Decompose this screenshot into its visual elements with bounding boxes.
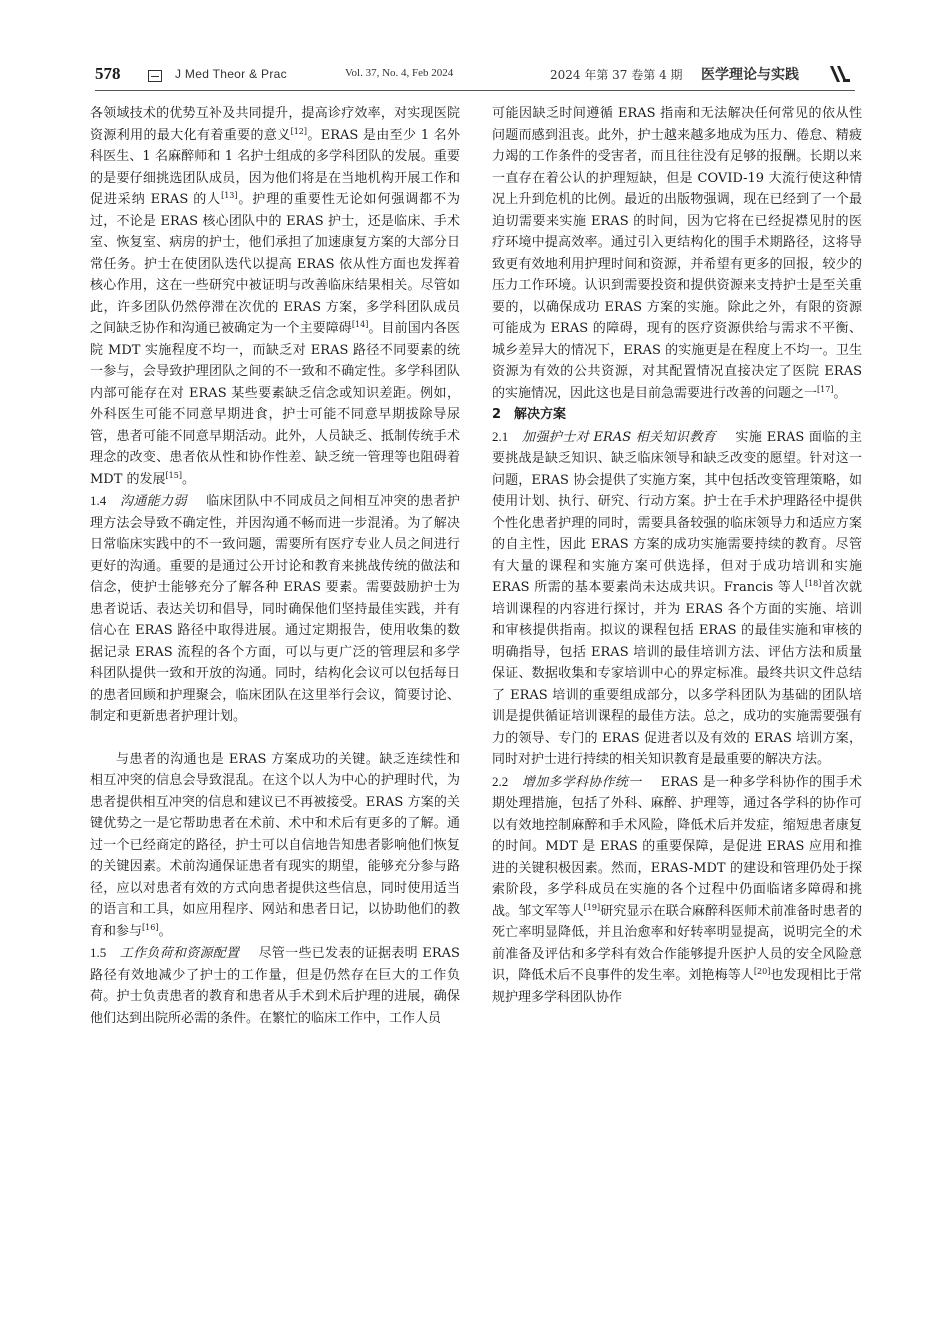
journal-logo-icon: [828, 64, 852, 84]
paragraph: 可能因缺乏时间遵循 ERAS 指南和无法解决任何常见的依从性问题而感到沮丧。此外，护士越来越多地成为压力、倦怠、精疲力竭的工作条件的受害者，而且往往没有足够的报酬。长期以来一直存在着公认的护理短缺，但是 COVID-19 大流行使这种情况上升到危机的比例。最近的出版物强调，现在已经到了一个最迫切需要来实施 ERAS 的时间，因为它将在已经捉襟见肘的医疗环境中提高效率。通过引入更结构化的围手术期路径，这将导致更有效地利用护理时间和资源，并希望有更多的回报，较少的压力工作环境。认识到需要投资和提供资源来支持护士是至关重要的，以确保成功 ERAS 方案的实施。除此之外，有限的资源可能成为 ERAS 的障碍，现有的医疗资源供给与需求不平衡、城乡差异大的情况下，ERAS 的实施更是在程度上不均一。卫生资源为有效的公共资源，对其配置情况直接决定了医院 ERAS 的实施情况，因此这也是目前急需要进行改善的问题之一[17]。: [492, 106, 862, 401]
section-2-1: 2.1 加强护士对 ERAS 相关知识教育 实施 ERAS 面临的主要挑战是缺乏知识、缺乏临床领导和缺乏改变的愿望。针对这一问题，ERAS 协会提供了实施方案，其中包括改变管理策略，如使用计划、执行、研究、行动方案。护士在手术护理路径中提供个性化患者护理的同时，需要具备较强的临床领导力和适应方案的自主性，因此 ERAS 方案的成功实施需要持续的教育。尽管有大量的课程和实施方案可供选择，但对于成功培训和实施 ERAS 所需的基本要素尚未达成共识。Francis 等人[18]首次就培训课程的内容进行探讨，并为 ERAS 各个方面的实施、培训和审核提供指南。拟议的课程包括 ERAS 的最佳实施和审核的明确指导，包括 ERAS 培训的最佳培训方法、评估方法和质量保证、数据收集和专家培训中心的界定标准。最终共识文件总结了 ERAS 培训的重要组成部分，以多学科团队为基础的团队培训是提供循证培训课程的最佳方法。总之，成功的实施需要强有力的领导、专门的 ERAS 促进者以及有效的 ERAS 培训方案，同时对护士进行持续的相关知识教育是最重要的解决方法。: [492, 428, 862, 767]
section-number: 2.1: [492, 428, 509, 444]
section-title: 加强护士对 ERAS 相关知识教育: [522, 429, 716, 445]
citation: [13]: [221, 191, 238, 200]
section-2-heading: 2 解决方案: [492, 407, 567, 422]
journal-volume-cn: 2024 年第 37 卷第 4 期: [550, 68, 683, 82]
journal-name-en: J Med Theor & Prac: [175, 67, 287, 81]
citation: [20]: [753, 967, 771, 976]
citation: [15]: [165, 470, 182, 480]
section-1-4: 1.4 沟通能力弱 临床团队中不同成员之间相互冲突的患者护理方法会导致不确定性，并因沟通不畅而进一步混淆。为了解决日常临床实践中的不一致问题，需要所有医疗专业人员之间进行更好的沟通。重要的是通过公开讨论和教育来挑战传统的做法和信念，使护士能够充分了解各种 ERAS 要素。需要鼓励护士为患者说话、表达关切和倡导，同时确保他们坚持最佳实践，并有信心在 ERAS 路径中取得进展。通过定期报告，使用收集的数据记录 ERAS 流程的各个方面，可以与更广泛的管理层和多学科团队提供一致和开放的沟通。同时，结构化会议可以包括每日的患者回顾和护理聚会，临床团队在这里举行会议，简要讨论、制定和更新患者护理计划。: [90, 493, 460, 724]
section-number: 2.2: [492, 773, 509, 789]
journal-box-icon: [148, 70, 162, 82]
right-column: [492, 103, 862, 1008]
journal-name-cn: 医学理论与实践: [701, 67, 799, 83]
section-title: 工作负荷和资源配置: [119, 946, 240, 961]
journal-volume: Vol. 37, No. 4, Feb 2024: [345, 67, 454, 79]
citation: [16]: [142, 922, 159, 932]
section-number: 1.4: [90, 493, 107, 508]
left-column: [90, 103, 460, 1029]
running-header: [95, 62, 855, 91]
citation: [17]: [817, 384, 834, 394]
paragraph: 各领域技术的优势互补及共同提升，提高诊疗效率，对实现医院资源利用的最大化有着重要的意义[12]。ERAS 是由至少 1 名外科医生、1 名麻醉师和 1 名护士组成的多学科团队的发展。重要的是要仔细挑选团队成员，因为他们将是在当地机构开展工作和促进采纳 ERAS 的人[13]。护理的重要性无论如何强调都不为过，不论是 ERAS 核心团队中的 ERAS 护士，还是临床、手术室、恢复室、病房的护士，他们承担了加速康复方案的大部分日常任务。护士在使团队迭代以提高 ERAS 依从性方面也发挥着核心作用，这在一些研究中被证明与改善临床结果相关。尽管如此，许多团队仍然停滞在次优的 ERAS 方案，多学科团队成员之间缺乏协作和沟通已被确定为一个主要障碍[14]。目前国内各医院 MDT 实施程度不均一，而缺乏对 ERAS 路径不同要素的统一参与，会导致护理团队之间的不一致和不确定性。多学科团队内部可能存在对 ERAS 某些要素缺乏信念或知识差距。例如，外科医生可能不同意早期进食，护士可能不同意早期拔除导尿管，患者可能不同意早期活动。此外，人员缺乏、抵制传统手术理念的改变、患者依从性和协作性差、缺乏统一管理等也阻碍着 MDT 的发展[15]。: [90, 106, 460, 487]
paragraph: 与患者的沟通也是 ERAS 方案成功的关键。缺乏连续性和相互冲突的信息会导致混乱。在这个以人为中心的护理时代，为患者提供相互冲突的信息和建议已不再被接受。ERAS 方案的关键优势之一是它帮助患者在术前、术中和术后有更多的了解。通过一个已经商定的路径，护士可以自信地告知患者影响他们恢复的关键因素。术前沟通保证患者有现实的期望，能够充分参与路径，应以对患者有效的方式向患者提供这些信息，同时使用适当的语言和工具，如应用程序、网站和患者日记，以协助他们的教育和参与[16]。: [90, 751, 460, 939]
section-title: 增加多学科协作统一: [521, 774, 642, 790]
citation: [14]: [351, 320, 369, 329]
citation: [19]: [583, 902, 601, 912]
section-number: 1.5: [90, 945, 107, 960]
page-number: 578: [95, 64, 121, 83]
section-title: 沟通能力弱: [120, 494, 187, 509]
section-2-2: 2.2 增加多学科协作统一 ERAS 是一种多学科协作的围手术期处理措施，包括了外科、麻醉、护理等，通过各学科的协作可以有效地控制麻醉和手术风险，降低术后并发症，缩短患者康复的时间。MDT 是 ERAS 的重要保障，是促进 ERAS 应用和推进的关键积极因素。然而，ERAS-MDT 的建设和管理仍处于探索阶段，多学科成员在实施的各个过程中仍面临诸多障碍和挑战。邹文军等人[19]研究显示在联合麻醉科医师术前准备时患者的死亡率明显降低，并且治愈率和好转率明显提高，说明完全的术前准备及评估和多学科有效合作能够提升医护人员的安全风险意识，降低术后不良事件的发生率。刘艳梅等人[20]也发现相比于常规护理多学科团队协作: [492, 773, 862, 1005]
citation: [18]: [804, 579, 822, 588]
section-1-5: 1.5 工作负荷和资源配置 尽管一些已发表的证据表明 ERAS 路径有效地减少了护士的工作量，但是仍然存在巨大的工作负荷。护士负责患者的教育和患者从手术到术后护理的进展，确保他们达到出院所必需的条件。在繁忙的临床工作中，工作人员: [90, 945, 460, 1026]
citation: [12]: [290, 126, 308, 136]
